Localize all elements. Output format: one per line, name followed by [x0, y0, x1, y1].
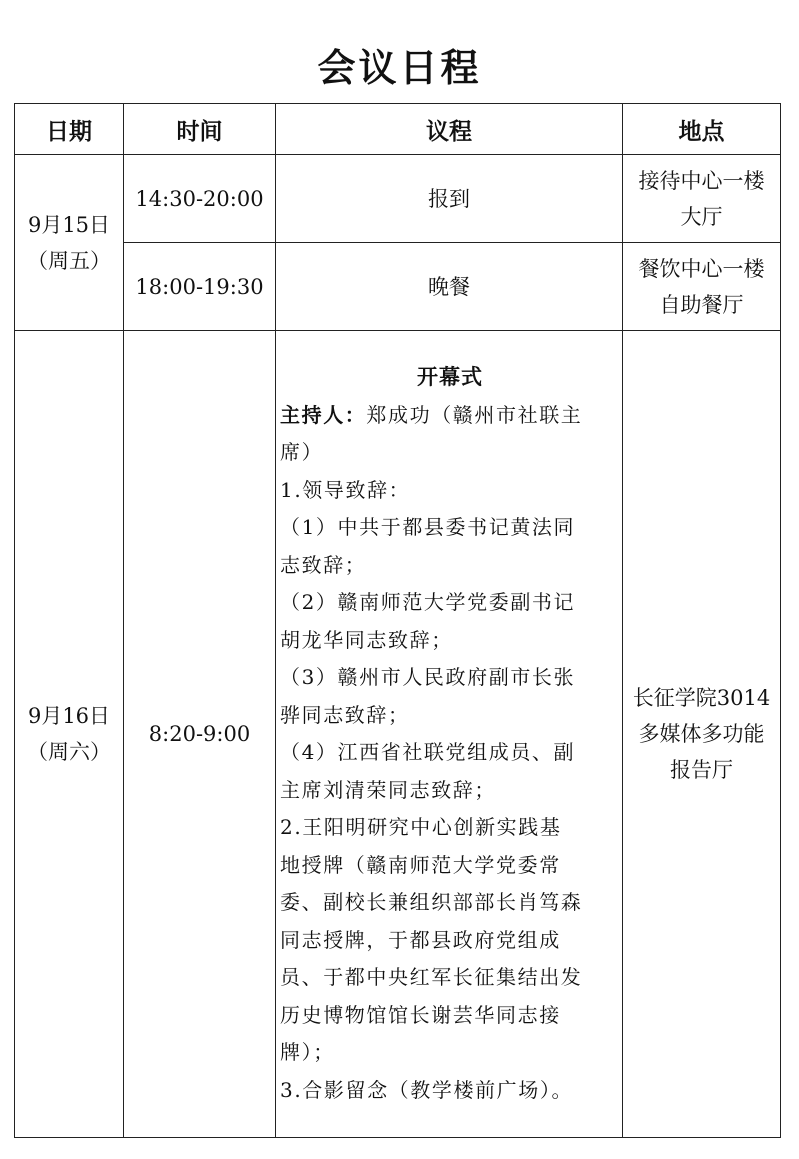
location-line: 报告厅 [670, 758, 733, 782]
date-cell-day1 [15, 155, 124, 331]
agenda-line: 2.王阳明研究中心创新实践基 [280, 815, 562, 839]
host-line [280, 397, 620, 435]
agenda-line: 骅同志致辞； [280, 702, 410, 727]
header-date: 日期 [15, 104, 124, 155]
agenda-cell: 报到 [276, 155, 623, 243]
agenda-heading: 开幕式 [417, 365, 483, 389]
date-cell-day2 [15, 331, 124, 1138]
time-cell: 14:30-20:00 [124, 155, 276, 243]
location-line: 自助餐厅 [659, 292, 744, 317]
agenda-line: 主席刘清荣同志致辞； [280, 777, 496, 802]
agenda-line: 牌）； [280, 1040, 335, 1064]
weekday-text: （周五） [27, 248, 111, 273]
date-text: 9月15日 [27, 212, 111, 237]
host-label: 主持人： [280, 402, 367, 427]
location-line: 大厅 [680, 204, 723, 229]
date-text: 9月16日 [27, 704, 111, 728]
agenda-cell: 晚餐 [276, 243, 623, 331]
agenda-details [276, 357, 622, 1111]
time-cell: 8:20-9:00 [124, 331, 276, 1138]
location-line: 长征学院3014 [632, 686, 771, 710]
agenda-line: （2）赣南师范大学党委副书记 [280, 590, 576, 614]
agenda-line: 地授牌（赣南师范大学党委常 [280, 852, 561, 877]
agenda-line: （3）赣州市人民政府副市长张 [280, 665, 576, 689]
agenda-line: 3.合影留念（教学楼前广场）。 [280, 1077, 574, 1102]
agenda-line: 同志授牌，于都县政府党组成 [280, 927, 561, 952]
table-row [15, 331, 781, 1138]
agenda-line: （4）江西省社联党组成员、副 [280, 740, 576, 764]
table-row [15, 243, 781, 331]
header-row [15, 104, 781, 155]
weekday-text: （周六） [27, 740, 111, 764]
agenda-line: 席） [280, 440, 324, 464]
schedule-table [14, 103, 781, 1138]
header-time: 时间 [124, 104, 276, 155]
agenda-line: 历史博物馆馆长谢芸华同志接 [280, 1002, 561, 1027]
agenda-line: 1.领导致辞： [280, 477, 411, 502]
location-cell [623, 243, 781, 331]
agenda-line: （1）中共于都县委书记黄法同 [280, 515, 576, 539]
agenda-lines [280, 434, 620, 1109]
location-cell [623, 331, 781, 1138]
location-line: 接待中心一楼 [638, 168, 765, 193]
table-row [15, 155, 781, 243]
agenda-line: 员、于都中央红军长征集结出发 [280, 965, 583, 989]
agenda-line: 委、副校长兼组织部部长肖笃森 [280, 890, 583, 914]
header-agenda: 议程 [276, 104, 623, 155]
location-line: 餐饮中心一楼 [638, 256, 765, 281]
agenda-line: 志致辞； [280, 552, 367, 577]
host-name: 郑成功（赣州市社联主 [366, 402, 583, 427]
location-line: 多媒体多功能 [638, 722, 765, 746]
header-location: 地点 [623, 104, 781, 155]
page-title: 会议日程 [317, 46, 482, 90]
location-cell [623, 155, 781, 243]
time-cell: 18:00-19:30 [124, 243, 276, 331]
agenda-cell-opening [276, 331, 623, 1138]
agenda-line: 胡龙华同志致辞； [280, 627, 453, 652]
